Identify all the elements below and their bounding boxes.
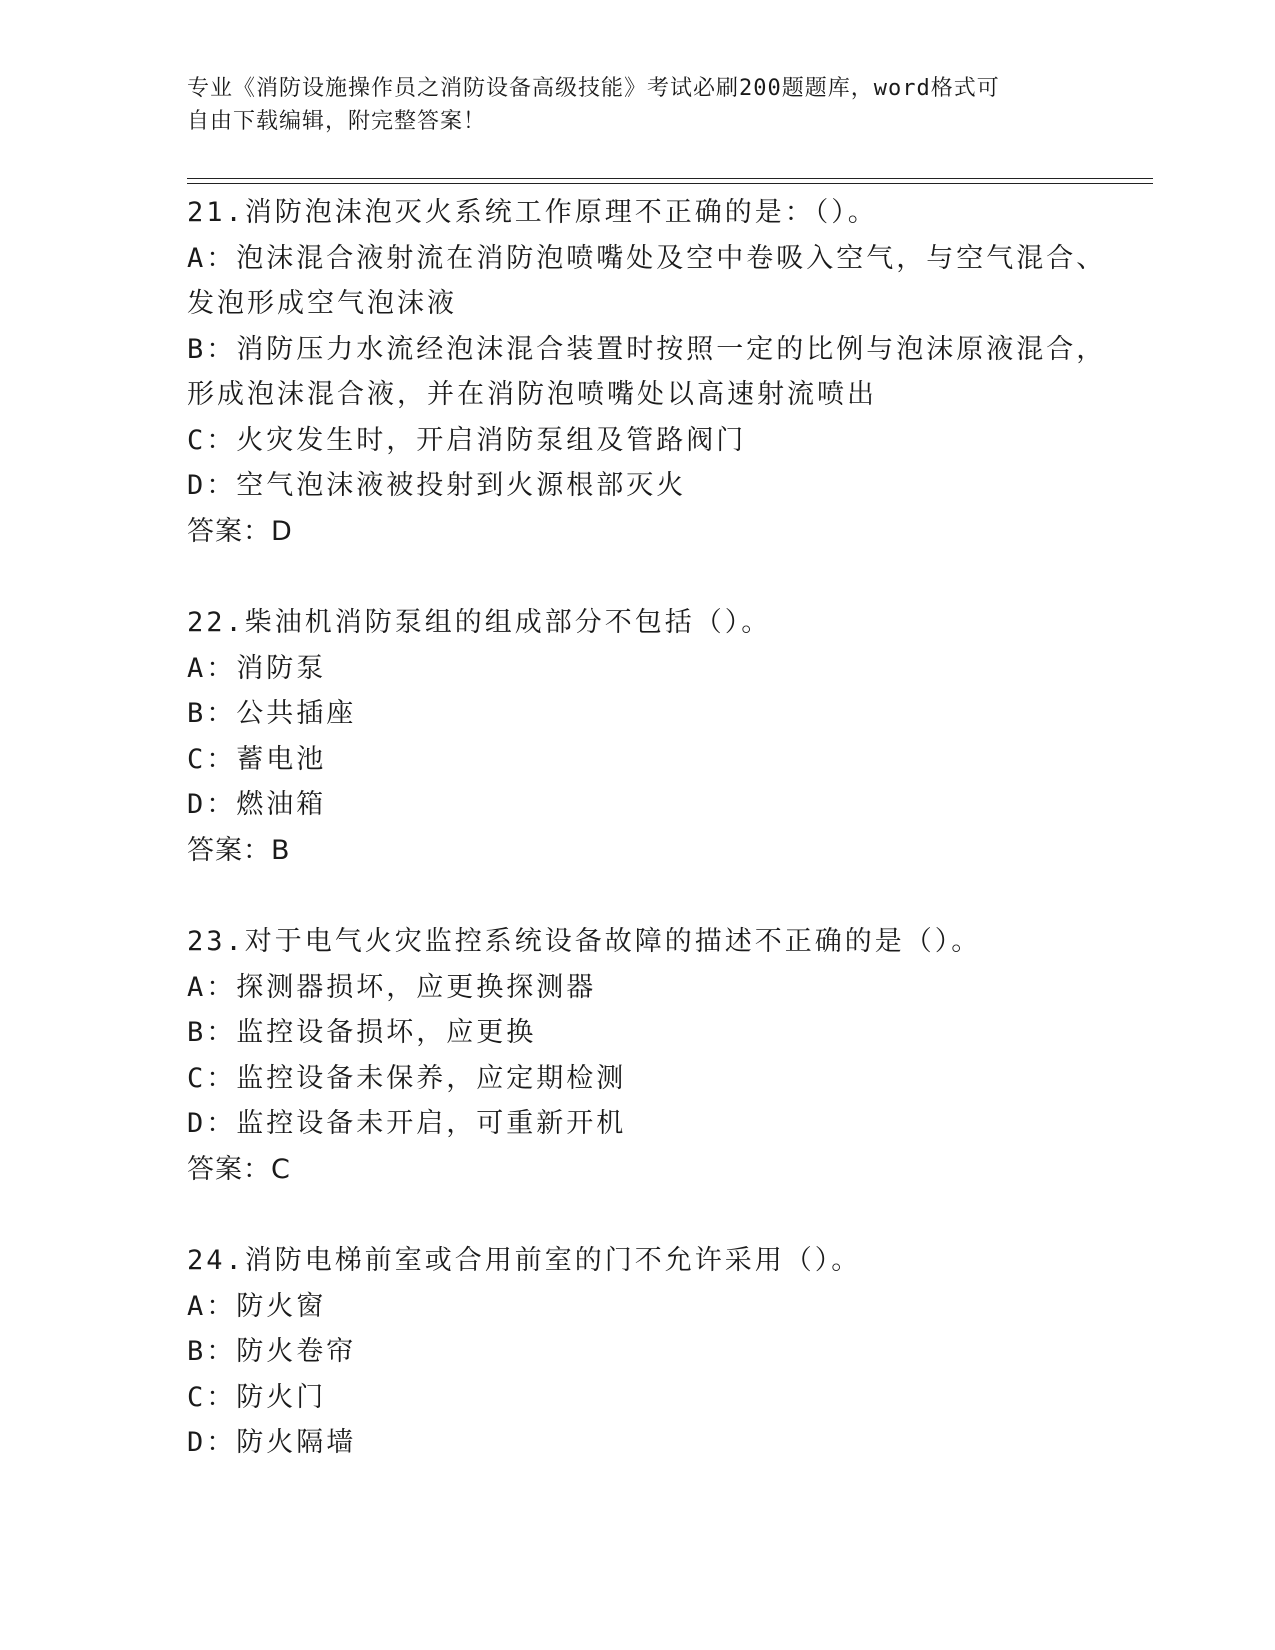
question-stem: 21.消防泡沫泡灭火系统工作原理不正确的是：（）。: [187, 197, 878, 228]
option-line: B：消防压力水流经泡沫混合装置时按照一定的比例与泡沫原液混合，: [187, 333, 1107, 365]
header-divider-bottom: [187, 183, 1153, 184]
question-stem: 24.消防电梯前室或合用前室的门不允许采用（）。: [187, 1245, 862, 1276]
answer-text: 答案：B: [187, 834, 291, 866]
option-line: A：泡沫混合液射流在消防泡喷嘴处及空中卷吸入空气，与空气混合、: [187, 242, 1107, 274]
header-line-1: 专业《消防设施操作员之消防设备高级技能》考试必刷200题题库，word格式可: [187, 76, 1000, 101]
question-list: [187, 190, 1107, 1466]
header-line-2: 自由下载编辑，附完整答案！: [187, 109, 487, 134]
option-line: D：监控设备未开启，可重新开机: [187, 1108, 627, 1139]
option-line: C：火灾发生时，开启消防泵组及管路阀门: [187, 424, 747, 456]
question-23: [187, 919, 1087, 1192]
option-line: D：空气泡沫液被投射到火源根部灭火: [187, 470, 687, 501]
question-22: [187, 600, 1087, 873]
option-line: C：蓄电池: [187, 743, 327, 775]
option-line: B：监控设备损坏，应更换: [187, 1017, 537, 1048]
question-21: [187, 190, 1107, 554]
option-line: A：消防泵: [187, 652, 327, 684]
answer-text: 答案：D: [187, 515, 293, 547]
option-line: D：燃油箱: [187, 789, 327, 820]
option-line: C：防火门: [187, 1381, 327, 1413]
option-line: 形成泡沫混合液，并在消防泡喷嘴处以高速射流喷出: [187, 379, 877, 410]
question-stem: 22.柴油机消防泵组的组成部分不包括（）。: [187, 607, 772, 638]
option-line: B：防火卷帘: [187, 1336, 357, 1367]
question-24: [187, 1238, 1087, 1466]
option-line: D：防火隔墙: [187, 1427, 357, 1458]
option-line: 发泡形成空气泡沫液: [187, 288, 457, 319]
header-divider-top: [187, 178, 1153, 179]
option-line: B：公共插座: [187, 698, 357, 729]
document-header: [187, 72, 1087, 138]
answer-text: 答案：C: [187, 1153, 291, 1185]
question-stem: 23.对于电气火灾监控系统设备故障的描述不正确的是（）。: [187, 926, 982, 957]
option-line: A：防火窗: [187, 1290, 327, 1322]
option-line: C：监控设备未保养，应定期检测: [187, 1062, 627, 1094]
option-line: A：探测器损坏，应更换探测器: [187, 971, 597, 1003]
